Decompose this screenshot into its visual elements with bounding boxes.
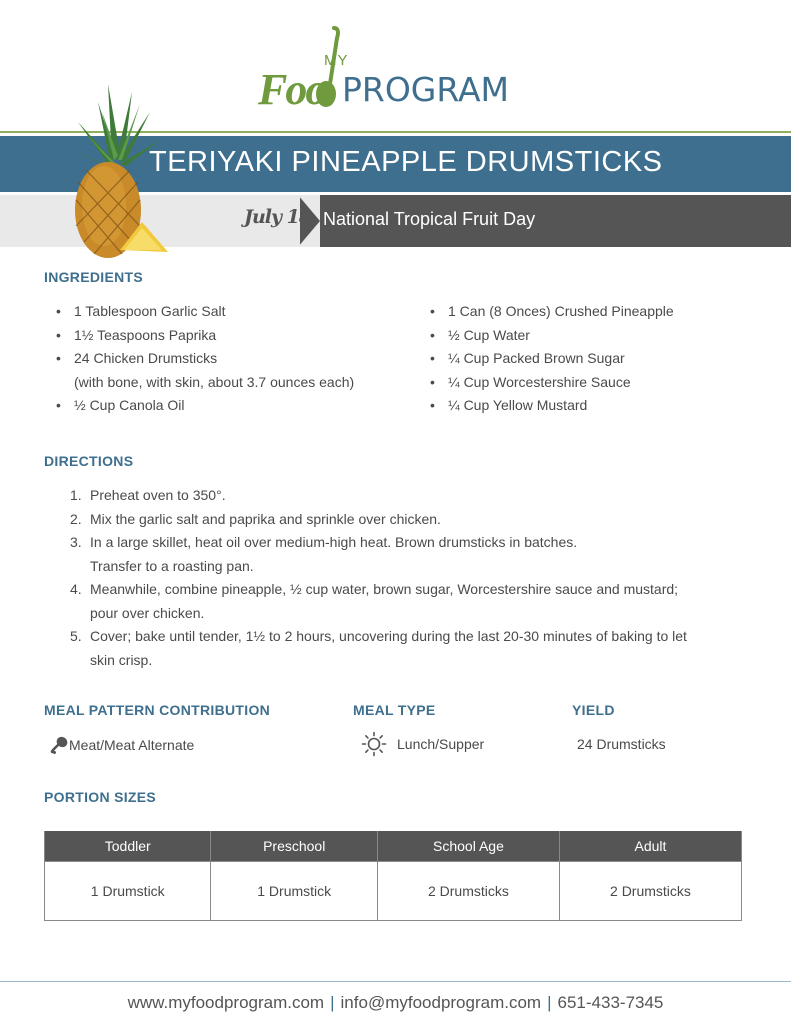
table-cell: 1 Drumstick [211, 861, 377, 920]
list-item: • ¼ Cup Worcestershire Sauce [418, 371, 758, 395]
ingredients-heading: INGREDIENTS [44, 269, 143, 285]
list-item: 4. Meanwhile, combine pineapple, ½ cup water, brown sugar, Worcestershire sauce and mustard; pour over chicken. [70, 581, 679, 621]
column-header: Adult [559, 831, 741, 861]
list-item: • ¼ Cup Packed Brown Sugar [418, 347, 758, 371]
meal-type-value: Lunch/Supper [397, 736, 485, 752]
table-cell: 1 Drumstick [45, 861, 211, 920]
yield-value: 24 Drumsticks [577, 736, 666, 752]
footer-email[interactable]: info@myfoodprogram.com [340, 993, 542, 1012]
portion-table [44, 831, 742, 921]
list-item: 5. Cover; bake until tender, 1½ to 2 hours, uncovering during the last 20-30 minutes of baking to let skin crisp. [70, 628, 687, 668]
table-row [45, 861, 742, 920]
footer [0, 993, 791, 1013]
list-item: • 1 Tablespoon Garlic Salt [44, 300, 424, 324]
sun-icon [361, 731, 387, 757]
directions-list [44, 484, 744, 672]
ingredients-list-left [44, 300, 424, 418]
occasion-label: National Tropical Fruit Day [323, 209, 536, 229]
list-item: 2. Mix the garlic salt and paprika and sprinkle over chicken. [70, 510, 441, 527]
footer-phone: 651-433-7345 [557, 993, 664, 1012]
list-item: 1. Preheat oven to 350°. [70, 487, 226, 503]
directions-heading: DIRECTIONS [44, 453, 134, 469]
ingredient-note: (with bone, with skin, about 3.7 ounces each) [74, 373, 355, 390]
list-item: • 24 Chicken Drumsticks (with bone, with skin, about 3.7 ounces each) [44, 347, 424, 394]
drumstick-icon [50, 736, 68, 754]
logo-my-text: MY [324, 52, 349, 69]
portion-sizes-heading: PORTION SIZES [44, 789, 157, 805]
column-header: Toddler [45, 831, 211, 861]
yield-heading: YIELD [572, 702, 615, 718]
meal-type-heading: MEAL TYPE [353, 702, 436, 718]
meal-pattern-heading: MEAL PATTERN CONTRIBUTION [44, 702, 271, 718]
ingredients-list-right [418, 300, 758, 418]
column-header: Preschool [211, 831, 377, 861]
footer-separator: | [547, 993, 552, 1012]
list-item: • ¼ Cup Yellow Mustard [418, 394, 758, 418]
table-header-row [45, 831, 742, 861]
footer-website[interactable]: www.myfoodprogram.com [127, 993, 325, 1012]
list-item: • ½ Cup Canola Oil [44, 394, 424, 418]
brand-logo [258, 26, 548, 114]
recipe-title: TERIYAKI PINEAPPLE DRUMSTICKS [149, 146, 663, 178]
table-cell: 2 Drumsticks [559, 861, 741, 920]
recipe-date: July 18 [244, 206, 312, 228]
list-item: 3. In a large skillet, heat oil over medium-high heat. Brown drumsticks in batches. Transfer to a roasting pan. [70, 534, 578, 574]
list-item: • 1½ Teaspoons Paprika [44, 324, 424, 348]
logo-program-text: PROGRAM [342, 70, 510, 109]
logo-foo-text: Foo [258, 65, 326, 114]
list-item: • 1 Can (8 Onces) Crushed Pineapple [418, 300, 758, 324]
pineapple-image [62, 82, 174, 268]
list-item: • ½ Cup Water [418, 324, 758, 348]
meal-pattern-value: Meat/Meat Alternate [69, 737, 195, 753]
footer-separator: | [330, 993, 335, 1012]
footer-divider [0, 981, 791, 982]
column-header: School Age [377, 831, 559, 861]
table-cell: 2 Drumsticks [377, 861, 559, 920]
